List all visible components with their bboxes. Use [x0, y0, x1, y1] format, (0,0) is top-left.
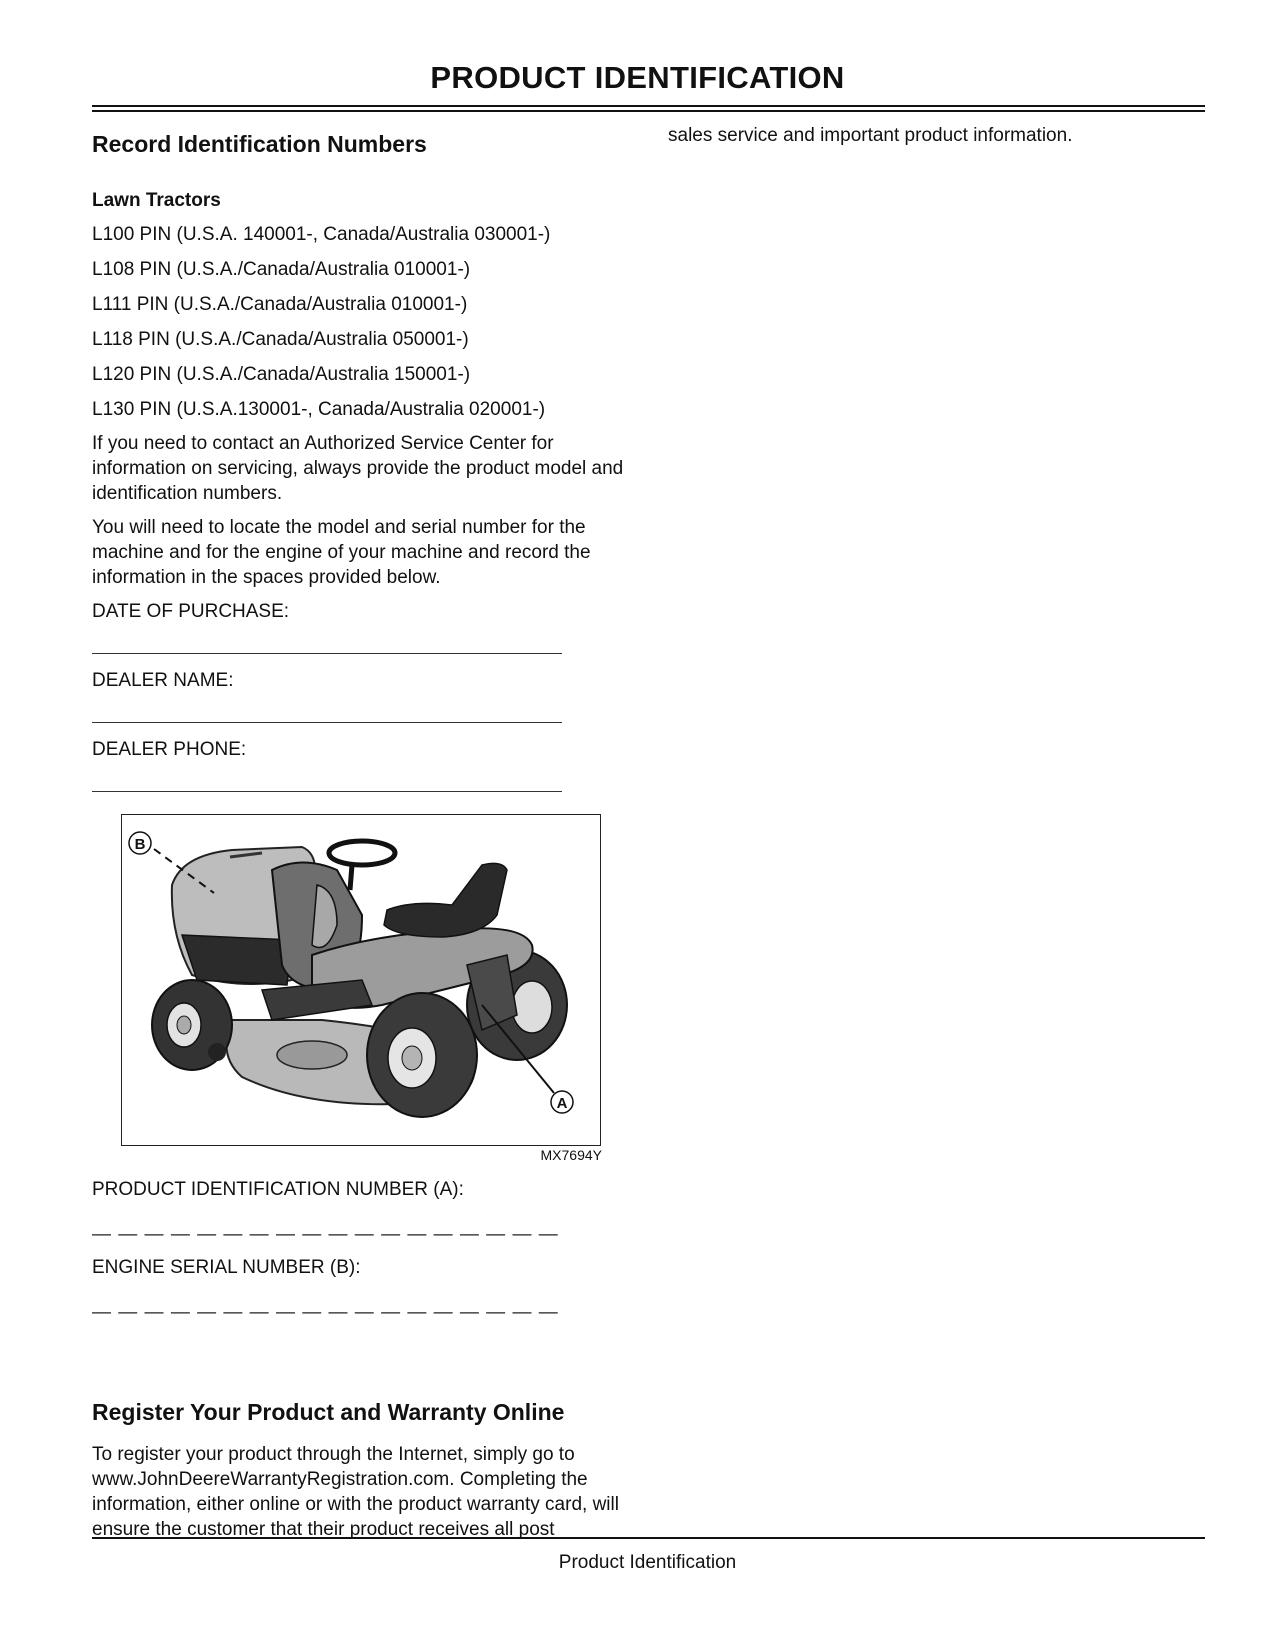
service-center-paragraph: If you need to contact an Authorized Service Center for information on servicing, always provide the product model and identification numbers. [92, 433, 624, 504]
callout-b: B [134, 836, 146, 853]
right-column [668, 123, 1188, 148]
left-column [92, 125, 632, 1542]
pin-dashes: — — — — — — — — — — — — — — — — — — [92, 1224, 559, 1245]
date-of-purchase-label: DATE OF PURCHASE: [92, 601, 290, 622]
engine-dashes: — — — — — — — — — — — — — — — — — — [92, 1302, 559, 1323]
header-double-rule [92, 105, 1205, 112]
footer-text: Product Identification [558, 1552, 737, 1573]
callout-a: A [556, 1095, 568, 1112]
page-title: PRODUCT IDENTIFICATION [430, 60, 845, 95]
figure-code: MX7694Y [540, 1147, 602, 1163]
dealer-phone-blank [92, 791, 562, 792]
lawn-tractor-illustration [122, 815, 600, 1145]
date-of-purchase-blank [92, 653, 562, 654]
register-paragraph-continued: sales service and important product information. [668, 125, 1073, 146]
tractor-figure [121, 814, 601, 1146]
pin-line: L120 PIN (U.S.A./Canada/Australia 150001-) [92, 364, 471, 385]
footer-rule [92, 1537, 1205, 1539]
pin-line: L111 PIN (U.S.A./Canada/Australia 010001-) [92, 294, 468, 315]
pin-label: PRODUCT IDENTIFICATION NUMBER (A): [92, 1179, 464, 1200]
dealer-name-blank [92, 722, 562, 723]
lawn-tractors-subheading: Lawn Tractors [92, 190, 221, 211]
pin-line: L108 PIN (U.S.A./Canada/Australia 010001-) [92, 259, 471, 280]
register-heading: Register Your Product and Warranty Online [92, 1399, 565, 1425]
pin-line: L118 PIN (U.S.A./Canada/Australia 050001-) [92, 329, 469, 350]
dealer-name-label: DEALER NAME: [92, 670, 234, 691]
pin-line: L100 PIN (U.S.A. 140001-, Canada/Australia 030001-) [92, 224, 551, 245]
pin-line: L130 PIN (U.S.A.130001-, Canada/Australia 020001-) [92, 399, 546, 420]
register-paragraph: To register your product through the Internet, simply go to www.JohnDeereWarrantyRegistration.com. Completing the information, either online or with the product warranty card, will ensure the customer that their product receives all post [92, 1444, 619, 1540]
record-heading: Record Identification Numbers [92, 131, 427, 157]
locate-serial-paragraph: You will need to locate the model and serial number for the machine and for the engine of your machine and record the information in the spaces provided below. [92, 517, 591, 588]
dealer-phone-label: DEALER PHONE: [92, 739, 247, 760]
engine-serial-label: ENGINE SERIAL NUMBER (B): [92, 1257, 361, 1278]
